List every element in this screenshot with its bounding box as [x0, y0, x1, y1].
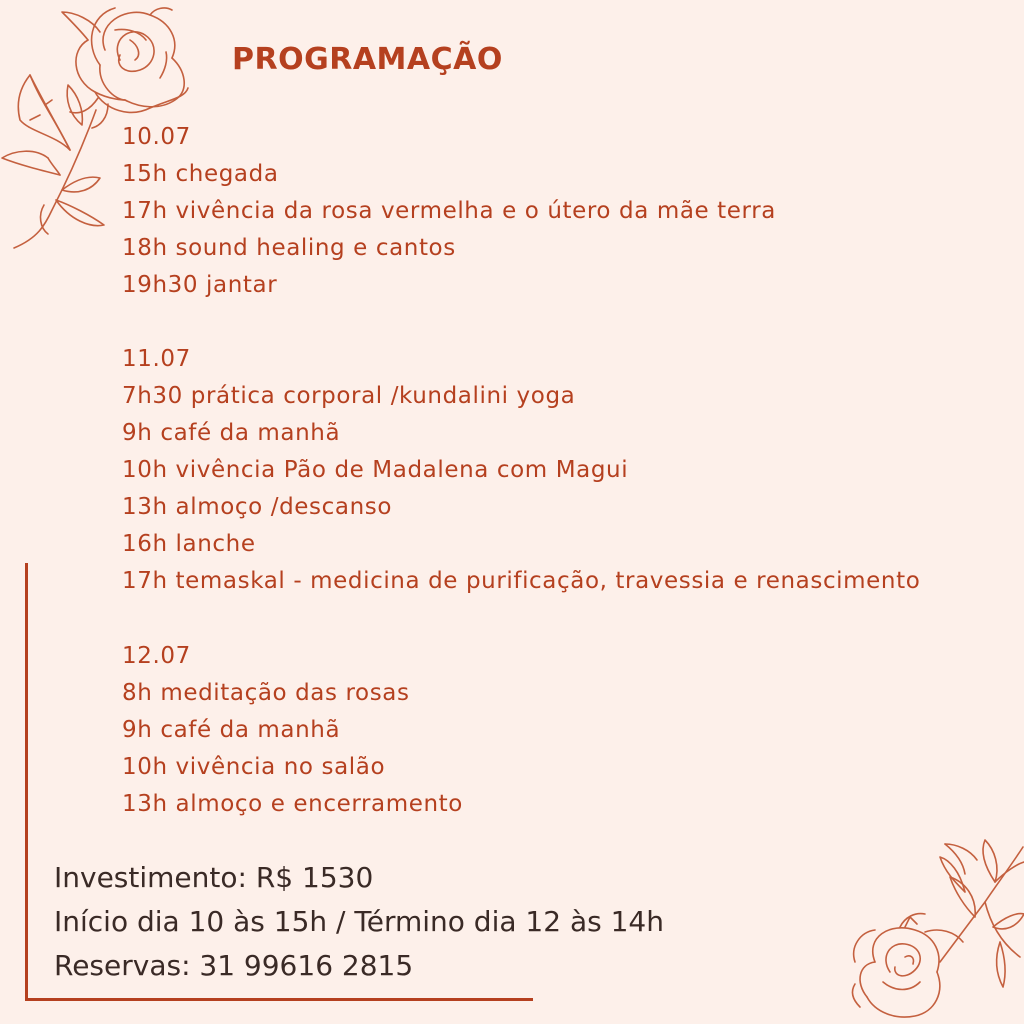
day-date: 12.07 [122, 643, 191, 669]
schedule-item: 17h temaskal - medicina de purificação, travessia e renascimento [122, 568, 921, 594]
schedule-item: 9h café da manhã [122, 717, 341, 743]
schedule-item: 8h meditação das rosas [122, 680, 410, 706]
schedule-item: 16h lanche [122, 531, 256, 557]
schedule-day-1 [122, 119, 776, 304]
schedule-item: 13h almoço /descanso [122, 494, 392, 520]
schedule-item: 10h vivência no salão [122, 754, 386, 780]
schedule-item: 15h chegada [122, 161, 279, 187]
frame-horizontal-line [25, 998, 533, 1001]
schedule-summary-text: Início dia 10 às 15h / Término dia 12 às 14h [54, 905, 664, 938]
day-date: 10.07 [122, 124, 191, 150]
reservations-text: Reservas: 31 99616 2815 [54, 949, 414, 982]
schedule-item: 17h vivência da rosa vermelha e o útero da mãe terra [122, 198, 776, 224]
event-info [54, 856, 664, 988]
rose-bottom-right-icon [845, 832, 1024, 1024]
schedule-item: 13h almoço e encerramento [122, 791, 463, 817]
schedule-item: 7h30 prática corporal /kundalini yoga [122, 383, 576, 409]
investment-text: Investimento: R$ 1530 [54, 861, 374, 894]
schedule-day-3 [122, 638, 463, 823]
schedule-item: 9h café da manhã [122, 420, 341, 446]
day-date: 11.07 [122, 346, 191, 372]
frame-vertical-line [25, 563, 28, 1001]
page-title: PROGRAMAÇÃO [232, 42, 503, 77]
schedule-item: 19h30 jantar [122, 272, 278, 298]
schedule-item: 18h sound healing e cantos [122, 235, 456, 261]
schedule-item: 10h vivência Pão de Madalena com Magui [122, 457, 629, 483]
schedule-day-2 [122, 341, 920, 600]
